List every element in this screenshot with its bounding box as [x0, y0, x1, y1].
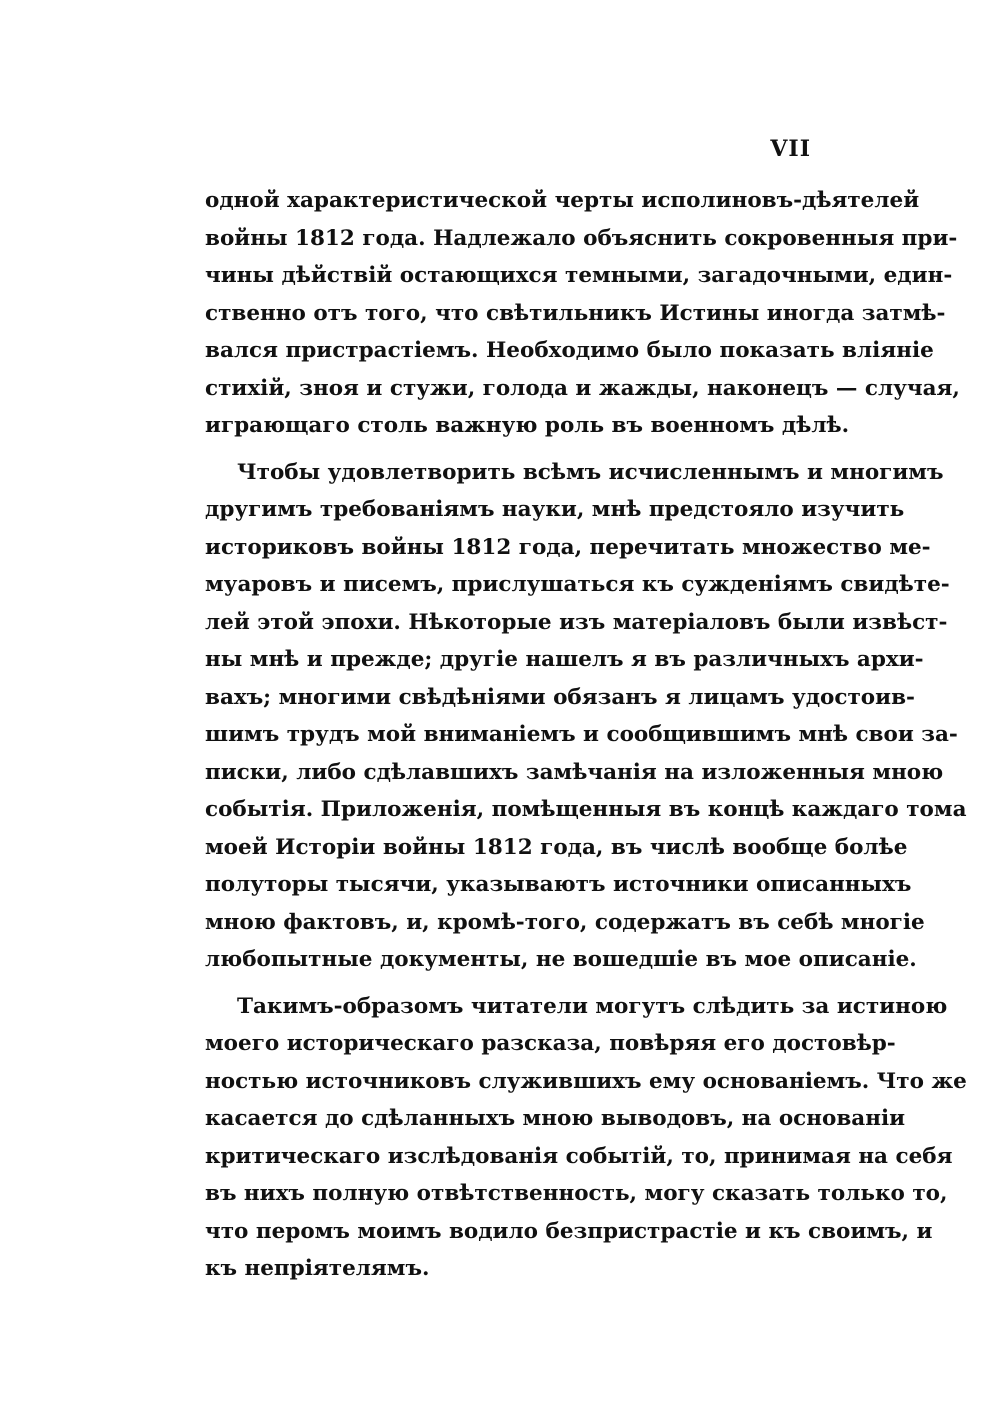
text-line: войны 1812 года. Надлежало объяснить сокровенныя при-	[205, 225, 958, 251]
text-line: Чтобы удовлетворить всѣмъ исчисленнымъ и многимъ	[237, 459, 944, 485]
paragraph-3	[205, 988, 967, 1288]
text-line: вахъ; многими свѣдѣніями обязанъ я лицамъ удостоив-	[205, 684, 915, 710]
text-line: чины дѣйствій остающихся темными, загадочными, един-	[205, 263, 953, 288]
text-line: ностью источниковъ служившихъ ему основаніемъ. Что же	[205, 1068, 967, 1094]
text-line: полуторы тысячи, указываютъ источники описанныхъ	[205, 872, 912, 897]
text-line: лей этой эпохи. Нѣкоторые изъ матеріаловъ были извѣст-	[205, 609, 948, 635]
paragraph-gap	[205, 445, 815, 454]
text-line: касается до сдѣланныхъ мною выводовъ, на основаніи	[205, 1106, 906, 1131]
paragraph-gap	[205, 979, 815, 988]
text-line: шимъ трудъ мой вниманіемъ и сообщившимъ мнѣ свои за-	[205, 722, 958, 747]
text-line: ственно отъ того, что свѣтильникъ Истины иногда затмѣ-	[205, 300, 946, 326]
text-line: что перомъ моимъ водило безпристрастіе и къ своимъ, и	[205, 1218, 933, 1244]
text-line: вался пристрастіемъ. Необходимо было показать вліяніе	[205, 338, 934, 363]
text-line: стихій, зноя и стужи, голода и жажды, наконецъ — случая,	[205, 375, 960, 401]
paragraph-2	[205, 454, 967, 979]
text-line: муаровъ и писемъ, прислушаться къ сужденіямъ свидѣте-	[205, 572, 950, 597]
text-line: одной характеристической черты исполиновъ-дѣятелей	[205, 188, 920, 213]
text-line: моего историческаго разсказа, повѣряя его достовѣр-	[205, 1031, 896, 1056]
text-line: играющаго столь важную роль въ военномъ дѣлѣ.	[205, 413, 850, 438]
body-text	[205, 182, 967, 1288]
paragraph-1	[205, 182, 960, 445]
text-line: событія. Приложенія, помѣщенныя въ концѣ каждаго тома	[205, 797, 967, 822]
text-line: историковъ войны 1812 года, перечитать множество ме-	[205, 534, 931, 560]
text-line: мною фактовъ, и, кромѣ-того, содержатъ въ себѣ многіе	[205, 909, 925, 935]
text-line: въ нихъ полную отвѣтственность, могу сказать только то,	[205, 1181, 948, 1206]
text-line: ны мнѣ и прежде; другіе нашелъ я въ различныхъ архи-	[205, 647, 924, 672]
text-line: писки, либо сдѣлавшихъ замѣчанія на изложенныя мною	[205, 759, 944, 785]
page-number: VII	[770, 136, 811, 162]
text-line: къ непріятелямъ.	[205, 1256, 430, 1281]
text-line: любопытные документы, не вошедшіе въ мое описаніе.	[205, 947, 917, 972]
text-line: критическаго изслѣдованія событій, то, принимая на себя	[205, 1143, 953, 1169]
text-line: моей Исторіи войны 1812 года, въ числѣ вообще болѣе	[205, 834, 908, 860]
text-line: Такимъ-образомъ читатели могутъ слѣдить за истиною	[237, 993, 948, 1019]
text-line: другимъ требованіямъ науки, мнѣ предстояло изучить	[205, 497, 905, 522]
